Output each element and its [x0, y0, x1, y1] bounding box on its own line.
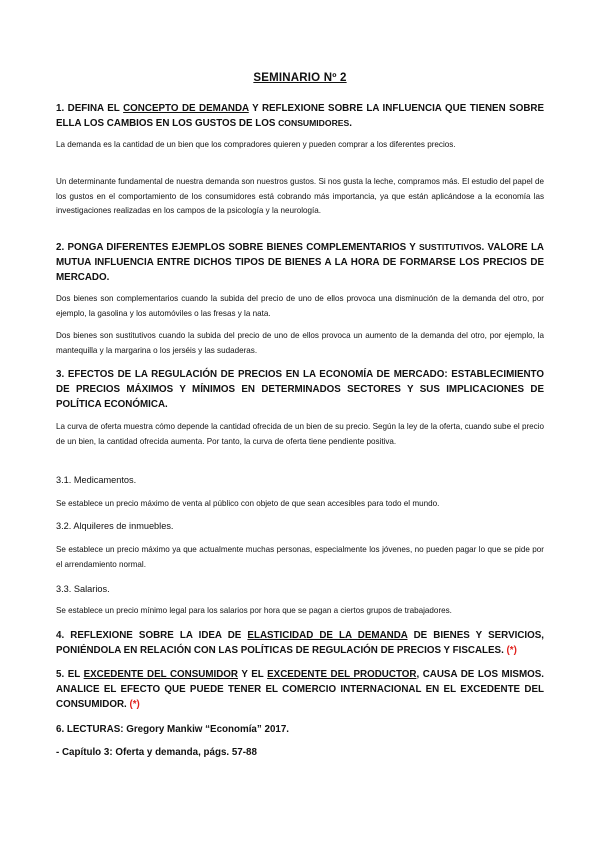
question-2-paragraph-1: Dos bienes son complementarios cuando la subida del precio de uno de ellos provoca una disminución de la demanda del otro, por ejemplo, la gasolina y los automóviles o las fresas y la nata. — [56, 294, 544, 318]
question-5-heading: 5. EL EXCEDENTE DEL CONSUMIDOR Y EL EXCEDENTE DEL PRODUCTOR, CAUSA DE LOS MISMOS. ANALICE EL EFECTO QUE PUEDE TENER EL COMERCIO INTERNACIONAL EN EL EXCEDENTE DEL CONSUMIDOR. (*) — [56, 669, 544, 710]
question-4-heading: 4. REFLEXIONE SOBRE LA IDEA DE ELASTICIDAD DE LA DEMANDA DE BIENES Y SERVICIOS, PONIÉNDOLA EN RELACIÓN CON LAS POLÍTICAS DE REGULACIÓN DE PRECIOS Y FISCALES. (*) — [56, 630, 544, 656]
question-1-paragraph-2: Un determinante fundamental de nuestra demanda son nuestros gustos. Si nos gusta la leche, compramos más. El estudio del papel de los gustos en el comportamiento de los consumidores está cobrando más importancia, ya que están aplicándose a la economía las investigaciones realizadas en los campos de la psicología y la neurología. — [56, 177, 544, 215]
section-3-2-title: 3.2. Alquileres de inmuebles. — [56, 521, 174, 531]
section-3-3-title: 3.3. Salarios. — [56, 584, 110, 594]
question-1-paragraph-1: La demanda es la cantidad de un bien que los compradores quieren y pueden comprar a los diferentes precios. — [56, 140, 456, 149]
section-3-1-text: Se establece un precio máximo de venta al público con objeto de que sean accesibles para todo el mundo. — [56, 499, 440, 508]
elasticidad-demanda-link[interactable]: ELASTICIDAD DE LA DEMANDA — [247, 630, 408, 641]
section-3-1-title: 3.1. Medicamentos. — [56, 475, 137, 485]
question-2-paragraph-2: Dos bienes son sustitutivos cuando la subida del precio de uno de ellos provoca un aumento de la demanda del otro, por ejemplo, la mantequilla y la margarina o los jerséis y las sudaderas. — [56, 331, 544, 355]
question-2-heading: 2. PONGA DIFERENTES EJEMPLOS SOBRE BIENES COMPLEMENTARIOS Y SUSTITUTIVOS. VALORE LA MUTUA INFLUENCIA ENTRE DICHOS TIPOS DE BIENES A LA HORA DE FORMARSE LOS PRECIOS DE MERCADO. — [56, 242, 544, 283]
question-1-heading: 1. DEFINA EL CONCEPTO DE DEMANDA Y REFLEXIONE SOBRE LA INFLUENCIA QUE TIENEN SOBRE ELLA LOS CAMBIOS EN LOS GUSTOS DE LOS CONSUMIDORES. — [56, 103, 544, 129]
question-3-heading: 3. EFECTOS DE LA REGULACIÓN DE PRECIOS EN LA ECONOMÍA DE MERCADO: ESTABLECIMIENTO DE PRECIOS MÁXIMOS Y MÍNIMOS EN DETERMINADOS SECTORES Y SUS IMPLICACIONES DE POLÍTICA ECONÓMICA. — [56, 369, 544, 410]
section-3-3-text: Se establece un precio mínimo legal para los salarios por hora que se pagan a ciertos grupos de trabajadores. — [56, 606, 452, 615]
reading-item: - Capítulo 3: Oferta y demanda, págs. 57-88 — [56, 747, 257, 758]
question-6-heading: 6. LECTURAS: Gregory Mankiw “Economía” 2017. — [56, 724, 290, 735]
asterisk-mark: (*) — [506, 645, 517, 656]
page-title: SEMINARIO Nº 2 — [253, 72, 347, 84]
concepto-demanda-link[interactable]: CONCEPTO DE DEMANDA — [123, 103, 249, 114]
section-3-2-text: Se establece un precio máximo ya que actualmente muchas personas, especialmente los jóvenes, no pueden pagar lo que se pide por el arrendamiento normal. — [56, 545, 544, 569]
excedente-consumidor-link[interactable]: EXCEDENTE DEL CONSUMIDOR — [83, 669, 238, 680]
asterisk-mark: (*) — [129, 699, 140, 710]
question-3-paragraph-1: La curva de oferta muestra cómo depende la cantidad ofrecida de un bien de su precio. Según la ley de la oferta, cuando sube el precio de un bien, la cantidad ofrecida aumenta. Por tanto, la curva de oferta tiene pendiente positiva. — [56, 422, 544, 446]
excedente-productor-link[interactable]: EXCEDENTE DEL PRODUCTOR — [267, 669, 417, 680]
